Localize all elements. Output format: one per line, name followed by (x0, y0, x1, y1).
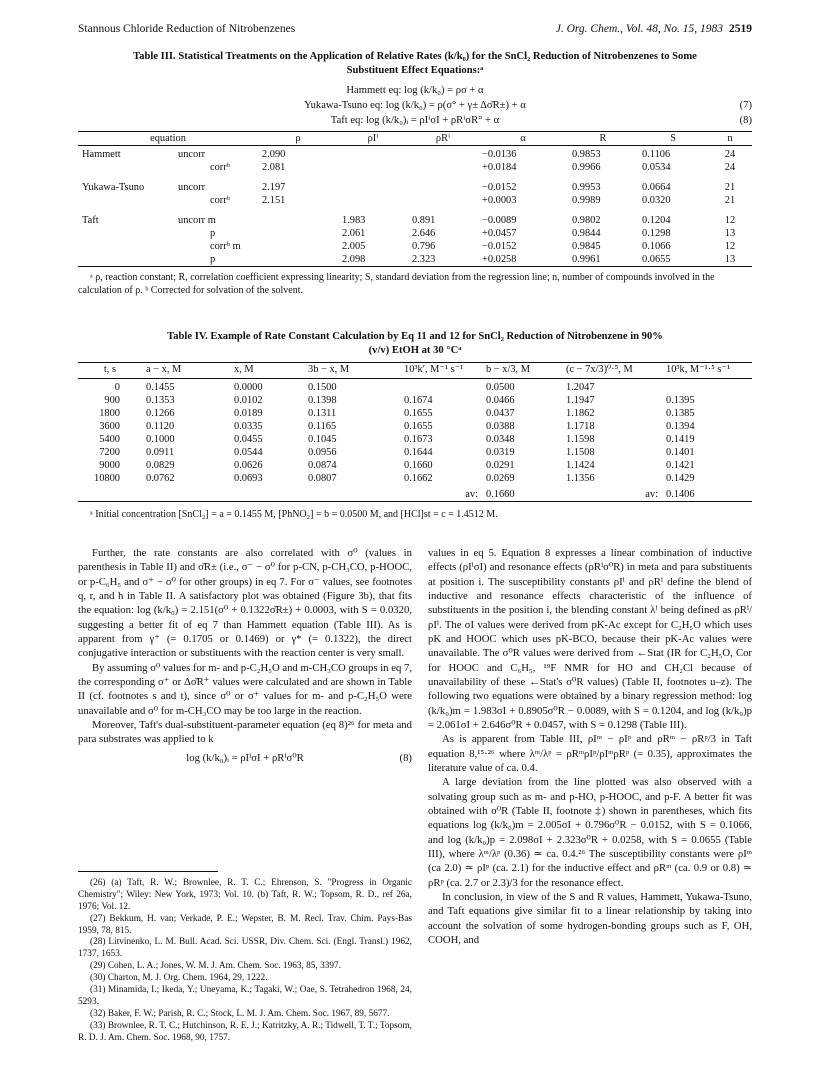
equation-variant: corrᵇ m (210, 240, 241, 252)
cell-S: 0.1106 (642, 148, 671, 160)
table-cell: 0.0269 (486, 472, 515, 484)
cell-S: 0.0534 (642, 161, 671, 173)
equation-name: Yukawa-Tsuno (82, 181, 145, 193)
table-cell: 0.1266 (146, 407, 175, 419)
column-header: equation (150, 132, 186, 144)
table-cell: 0.1045 (308, 433, 337, 445)
cell-rhoI: 2.061 (342, 227, 366, 239)
cell-rho (258, 253, 338, 266)
table-4-grid (78, 363, 752, 501)
equation-number: (8) (399, 751, 412, 764)
table-cell: 0.0500 (486, 381, 515, 393)
table-cell: 0.1662 (404, 472, 433, 484)
reference-item: (28) Litvinenko, L. M. Bull. Acad. Sci. USSR, Div. Chem. Sci. (Engl. Transl.) 1962, 1737, 1653. (78, 937, 412, 960)
equation-name: Hammett (82, 148, 121, 160)
table-cell: 0.1401 (666, 446, 695, 458)
cell-rho (258, 214, 338, 227)
table-cell: 0.1419 (666, 433, 695, 445)
table-cell: 1.1424 (566, 459, 595, 471)
cell-S: 0.0664 (642, 181, 671, 193)
cell-n: 24 (724, 148, 736, 160)
table-cell: 0.1673 (404, 433, 433, 445)
table-cell (662, 381, 752, 394)
table-cell: 0.1655 (404, 420, 433, 432)
table-cell: 1.1718 (566, 420, 595, 432)
equation-cell (78, 227, 258, 240)
reference-item: (29) Cohen, L. A.; Jones, W. M. J. Am. Chem. Soc. 1963, 85, 3397. (90, 961, 342, 972)
table-4-footnote: ᵃ Initial concentration [SnCl₂] = a = 0.1455 M, [PhNO₂] = b = 0.0500 M, and [HCl]st = c = 1.4512 M. (90, 508, 498, 520)
cell-alpha: −0.0136 (482, 148, 517, 160)
cell-alpha: +0.0003 (482, 194, 517, 206)
cell-rhoI (338, 161, 408, 174)
table-cell: 0.1421 (666, 459, 695, 471)
equation-name: Taft (82, 214, 99, 226)
equation-cell (78, 194, 258, 207)
column-header: x, M (234, 363, 254, 375)
table-row (78, 446, 752, 459)
average-k: 0.1406 (666, 488, 695, 500)
table-cell: 9000 (99, 459, 120, 471)
cell-R: 0.9845 (572, 240, 601, 252)
average-row (78, 485, 752, 501)
equation-variant: uncorr (178, 181, 206, 193)
table-cell: 0.1674 (404, 394, 433, 406)
table-row (78, 240, 752, 253)
table-row (78, 253, 752, 266)
table-cell: 0.0466 (486, 394, 515, 406)
table-3 (78, 50, 752, 297)
table-cell: 0.0626 (234, 459, 263, 471)
table-cell: 0.1395 (666, 394, 695, 406)
cell-rhoR (408, 194, 478, 207)
table-cell: 0.1000 (146, 433, 175, 445)
cell-rhoI: 2.098 (342, 253, 366, 265)
table-cell: 0.1644 (404, 446, 433, 458)
paragraph: Further, the rate constants are also correlated with σ⁰ (values in parenthesis in Table II) and σ̄R± (i.e., σ⁻ − σ⁰ for p-CN, p-CH₃CO, p-HOOC, or p-C₆H₅ and σ⁺ − σ⁰ for other groups) in eq 7. For σ⁻ values, see footnotes q, r, and h in Table II. A satisfactory plot was obtained (Figure 3b), that fits the equation: log (k/k₀) = 2.151(σ⁰ + 0.1322σ̄R±) + 0.0003, with S = 0.0320, suggesting a better fit of eq 7 than Hammett equation (Table III). As is apparent from γ⁺ (= 0.1705 or 0.1469) or γ* (= 0.1322), the direct conjugative interaction or substituents with the reaction center is very small. (78, 547, 412, 660)
table-cell: 1.1508 (566, 446, 595, 458)
journal-citation (556, 22, 752, 37)
cell-S: 0.1066 (642, 240, 671, 252)
cell-R: 0.9802 (572, 214, 601, 226)
column-header: 10³k, M⁻¹·⁵ s⁻¹ (666, 363, 731, 375)
reference-item: (33) Brownlee, R. T. C.; Hutchinson, R. E. J.; Katritzky, A. R.; Tidwell, T. T.; Topsom, R. D. J. Am. Chem. Soc. 1968, 90, 1757. (78, 1020, 412, 1043)
column-header: 10³k′, M⁻¹ s⁻¹ (404, 363, 464, 375)
table-cell: 3600 (99, 420, 120, 432)
column-header: α (520, 132, 526, 144)
table-row (78, 181, 752, 194)
cell-n: 13 (724, 227, 736, 239)
table-cell: 1.1356 (566, 472, 595, 484)
table-cell: 5400 (99, 433, 120, 445)
cell-alpha: +0.0184 (482, 161, 517, 173)
cell-S: 0.0320 (642, 194, 671, 206)
table-cell: 0.1394 (666, 420, 695, 432)
table-row (78, 394, 752, 407)
table-row (78, 194, 752, 207)
cell-S: 0.1298 (642, 227, 671, 239)
table-cell: 10800 (94, 472, 120, 484)
page-number: 2519 (729, 23, 752, 35)
table-cell: 7200 (99, 446, 120, 458)
equation-cell (78, 148, 258, 161)
table-cell: 0.0911 (146, 446, 175, 458)
cell-rhoR: 2.646 (412, 227, 436, 239)
table-cell: 0 (114, 381, 120, 393)
column-header: ρ (295, 132, 301, 144)
table-cell: 0.0291 (486, 459, 515, 471)
cell-rho: 2.151 (262, 194, 286, 206)
empty-cell (230, 485, 304, 501)
table-cell: 1.1947 (566, 394, 595, 406)
cell-n: 24 (724, 161, 736, 173)
running-title: Stannous Chloride Reduction of Nitrobenzenes (78, 23, 296, 35)
cell-R: 0.9844 (572, 227, 601, 239)
average-label: av: (645, 488, 658, 500)
column-header: b − x/3, M (486, 363, 530, 375)
cell-rho: 2.197 (262, 181, 286, 193)
table-cell: 0.0437 (486, 407, 515, 419)
right-column (428, 546, 752, 947)
empty-cell (304, 485, 400, 501)
equation-cell (78, 214, 258, 227)
cell-alpha: −0.0152 (482, 240, 517, 252)
cell-alpha: +0.0457 (482, 227, 517, 239)
cell-rhoR (408, 148, 478, 161)
cell-rhoR: 0.891 (412, 214, 436, 226)
hammett-equation (78, 84, 752, 99)
table-cell: 0.1500 (308, 381, 337, 393)
paragraph: A large deviation from the line plotted was also observed with a solvating group such as m- and p-HO, p-HOOC, and p-F. A better fit was obtained with σ⁰R (Table II, footnote ‡) shown in parentheses, which fits equations log (k/k₀)m = 2.005σI + 0.796σ⁰R − 0.0152, with S = 0.1066, and log (k/k₀)p = 2.098σI + 2.323σ⁰R + 0.0258, with S = 0.0655 (Table III), where λᵐ/λᵖ (0.36) ≃ ca. 0.4.²⁶ The susceptibility constants were ρIᵐ (ca 2.0) ≃ ρIᵖ (ca. 2.1) for the inductive effect and ρRᵐ (ca. 0.9 or 0.8) ≃ ρRᵖ (ca. 2.7 or 2.3)/3 for the resonance effect. (428, 776, 752, 889)
running-header (78, 22, 752, 38)
equation-variant: uncorr m (178, 214, 216, 226)
cell-R: 0.9966 (572, 161, 601, 173)
table-cell: 0.1660 (404, 459, 433, 471)
cell-rho: 2.090 (262, 148, 286, 160)
equation-cell (78, 240, 258, 253)
left-column (78, 546, 412, 775)
reference-item: (27) Bekkum, H. van; Verkade, P. E.; Wepster, B. M. Recl. Trav. Chim. Pays-Bas 1959, 78, 815. (78, 913, 412, 936)
cell-rho (258, 240, 338, 253)
table-cell: 0.0335 (234, 420, 263, 432)
equation-number: (7) (739, 99, 752, 111)
equation-variant: p (210, 253, 216, 265)
empty-cell (78, 485, 142, 501)
table-3-caption: Table III. Statistical Treatments on the Application of Relative Rates (k/k₀) for the SnCl₂ Reduction of Nitrobenzenes to Some Substituent Effect Equations:ᵃ (133, 51, 697, 76)
cell-rhoR (408, 161, 478, 174)
table-cell: 0.1120 (146, 420, 175, 432)
table-4 (78, 330, 752, 521)
table-4-caption: Table IV. Example of Rate Constant Calculation by Eq 11 and 12 for SnCl₂ Reduction of Nitrobenzene in 90% (v/v) EtOH at 30 °Cᵃ (167, 331, 663, 356)
equation-cell (78, 253, 258, 266)
table-cell: 1800 (99, 407, 120, 419)
cell-rhoI (338, 148, 408, 161)
cell-alpha: −0.0089 (482, 214, 517, 226)
average-label: av: (465, 488, 478, 500)
table-row (78, 161, 752, 174)
average-k-prime: 0.1660 (486, 488, 515, 500)
table-cell: 1.1862 (566, 407, 595, 419)
taft-equation (78, 114, 752, 129)
table-row (78, 420, 752, 433)
paragraph: In conclusion, in view of the S and R values, Hammett, Yukawa-Tsuno, and Taft equations give similar fit to a linear relationship by taking into account the solvation of some hydrogen-bonding groups such as F, OH, COOH, and (428, 890, 752, 946)
cell-n: 12 (724, 214, 736, 226)
paragraph: By assuming σ⁰ values for m- and p-C₂H₅O and m-CH₃CO groups in eq 7, the corresponding σ⁺ or Δσ̄R⁺ values were calculated and are shown in Table II (cf. footnotes s and t), since σ⁰ or σ⁺ values for m- and p-C₂H₅O were unavailable and σ⁰ for m-CH₃CO may be too large in the reaction. (78, 661, 412, 717)
empty-cell (142, 485, 230, 501)
table-cell: 900 (104, 394, 120, 406)
table-row (78, 472, 752, 485)
references (78, 871, 412, 1044)
table-row (78, 214, 752, 227)
table-cell: 0.0829 (146, 459, 175, 471)
cell-S: 0.0655 (642, 253, 671, 265)
column-header: n (727, 132, 733, 144)
journal-name: J. Org. Chem., Vol. 48, No. 15, 1983 (555, 23, 723, 35)
column-header: R (599, 132, 607, 144)
cell-rhoR (408, 181, 478, 194)
hammett-equation-text: Hammett eq: log (k/k₀) = ρσ + α (346, 84, 484, 96)
table-cell: 0.1455 (146, 381, 175, 393)
reference-item: (26) (a) Taft, R. W.; Brownlee, R. T. C.; Ehrenson, S. "Progress in Organic Chemistry"; Wiley: New York, 1973; Vol. 10. (b) Taft, R. W.; Topsom, R. D., ref 26a, 1976; Vol. 12. (78, 878, 412, 912)
table-row (78, 148, 752, 161)
equation-cell (78, 161, 258, 174)
table-row (78, 227, 752, 240)
cell-n: 21 (724, 181, 736, 193)
column-header: (c − 7x/3)⁰·⁵, M (566, 363, 633, 375)
cell-rhoI: 2.005 (342, 240, 366, 252)
equation-8 (78, 751, 412, 769)
table-3-grid (78, 132, 752, 266)
taft-equation-text: Taft eq: log (k/k₀)ᵢ = ρIⁱσI + ρRⁱσR° + α (330, 114, 500, 126)
reference-item: (32) Baker, F. W.; Parish, R. C.; Stock, L. M. J. Am. Chem. Soc. 1967, 89, 5677. (90, 1008, 390, 1019)
table-cell: 0.0319 (486, 446, 515, 458)
column-header: S (670, 132, 676, 144)
table-cell: 1.1598 (566, 433, 595, 445)
yukawa-equation-text: Yukawa-Tsuno eq: log (k/k₀) = ρ(σ° + γ± Δσ̄R±) + α (304, 99, 526, 111)
table-cell: 0.1311 (308, 407, 337, 419)
column-header: 3b − x, M (308, 363, 350, 375)
column-header: a − x, M (146, 363, 182, 375)
table-cell: 0.0102 (234, 394, 263, 406)
equation-variant: p (210, 227, 216, 239)
table-cell: 0.1398 (308, 394, 337, 406)
table-cell: 0.0455 (234, 433, 263, 445)
cell-R: 0.9853 (572, 148, 601, 160)
cell-rhoR: 2.323 (412, 253, 436, 265)
table-cell: 0.0000 (234, 381, 263, 393)
cell-R: 0.9953 (572, 181, 601, 193)
table-row (78, 433, 752, 446)
cell-rho (258, 227, 338, 240)
paragraph: values in eq 5. Equation 8 expresses a linear combination of inductive effects (ρIⁱσI) and resonance effects (ρRⁱσ⁰R) in meta and para substituents at position i. The susceptibility constants ρIⁱ and ρRⁱ define the blend of inductive and resonance effects characteristic of the influence of substituents in the position i, the blending constant λⁱ being defined as ρRⁱ/ρIⁱ. The σI values were derived from pK-Ac except for C₂H₅O which uses pK and HOOC which uses pK-BCO, because their pK-Ac values were unavailable. The σ⁰R values were derived from ←Stat (IR for C₂H₅O, Cor for HOOC and C₆H₅, ¹⁹F NMR for HO and CH₂Cl because of unavailability of these ←Stat's σ⁰R values) (Table II, footnotes u–z). The following two equations were obtained by a binary regression method: log (k/k₀)m = 1.983σI + 0.8905σ⁰R − 0.0089, with S = 0.1204, and log (k/k₀)p = 2.061σI + 2.646σ⁰R + 0.0457, with S = 0.1298 (Table III). (428, 547, 752, 731)
column-header: ρRⁱ (435, 132, 451, 144)
reference-divider (78, 871, 218, 872)
paragraph: Moreover, Taft's dual-substituent-parameter equation (eq 8)²⁶ for meta and para substrates was applied to k (78, 718, 412, 746)
yukawa-equation (78, 99, 752, 114)
cell-n: 12 (724, 240, 736, 252)
table-cell (400, 381, 482, 394)
cell-alpha: −0.0152 (482, 181, 517, 193)
reference-item: (31) Minamida, I.; Ikeda, Y.; Uneyama, K.; Tagaki, W.; Oae, S. Tetrahedron 1968, 24, 5293. (78, 985, 412, 1007)
table-cell: 0.0189 (234, 407, 263, 419)
cell-alpha: +0.0258 (482, 253, 517, 265)
cell-S: 0.1204 (642, 214, 671, 226)
column-header: t, s (103, 363, 117, 375)
table-cell: 0.1385 (666, 407, 695, 419)
table-cell: 0.1353 (146, 394, 175, 406)
cell-rhoI: 1.983 (342, 214, 366, 226)
table-cell: 0.0807 (308, 472, 337, 484)
paragraph: As is apparent from Table III, ρIᵐ − ρIᵖ and ρRᵐ − ρRᵖ/3 in Taft equation 8,¹⁵·²⁶ where λᵐ/λᵖ = ρRᵐρIᵖ/ρIᵐρRᵖ (= 0.35), approximates the literature value of ca. 0.4. (428, 733, 752, 774)
table-cell: 0.1655 (404, 407, 433, 419)
cell-R: 0.9989 (572, 194, 601, 206)
cell-rhoI (338, 181, 408, 194)
cell-rhoR: 0.796 (412, 240, 436, 252)
table-row (78, 381, 752, 394)
cell-rho: 2.081 (262, 161, 286, 173)
cell-rhoI (338, 194, 408, 207)
column-header: ρIⁱ (367, 132, 379, 144)
table-cell: 0.0348 (486, 433, 515, 445)
table-cell: 0.1165 (308, 420, 337, 432)
equation-variant: corrᵇ (210, 194, 230, 206)
cell-n: 21 (724, 194, 736, 206)
cell-R: 0.9961 (572, 253, 601, 265)
table-cell: 0.0956 (308, 446, 337, 458)
table-cell: 0.0388 (486, 420, 515, 432)
table-row (78, 459, 752, 472)
table-row (78, 407, 752, 420)
equation-8-text: log (k/k₀)ᵢ = ρIⁱσI + ρRⁱσ⁰R (186, 751, 304, 764)
table-cell: 1.2047 (566, 381, 595, 393)
table-cell: 0.0693 (234, 472, 263, 484)
table-3-footnote: ᵃ ρ, reaction constant; R, correlation coefficient expressing linearity; S, standard deviation from the regression line; n, number of compounds involved in the calculation of ρ. ᵇ Corrected for solvation of the solvent. (78, 271, 715, 296)
equation-number: (8) (739, 114, 752, 126)
reference-item: (30) Charton, M. J. Org. Chem. 1964, 29, 1222. (90, 973, 268, 984)
table-cell: 0.1429 (666, 472, 695, 484)
equation-variant: corrᵇ (210, 161, 230, 173)
table-cell: 0.0874 (308, 459, 337, 471)
equation-variant: uncorr (178, 148, 206, 160)
cell-n: 13 (724, 253, 736, 265)
equation-cell (78, 181, 258, 194)
table-cell: 0.0762 (146, 472, 175, 484)
table-cell: 0.0544 (234, 446, 263, 458)
